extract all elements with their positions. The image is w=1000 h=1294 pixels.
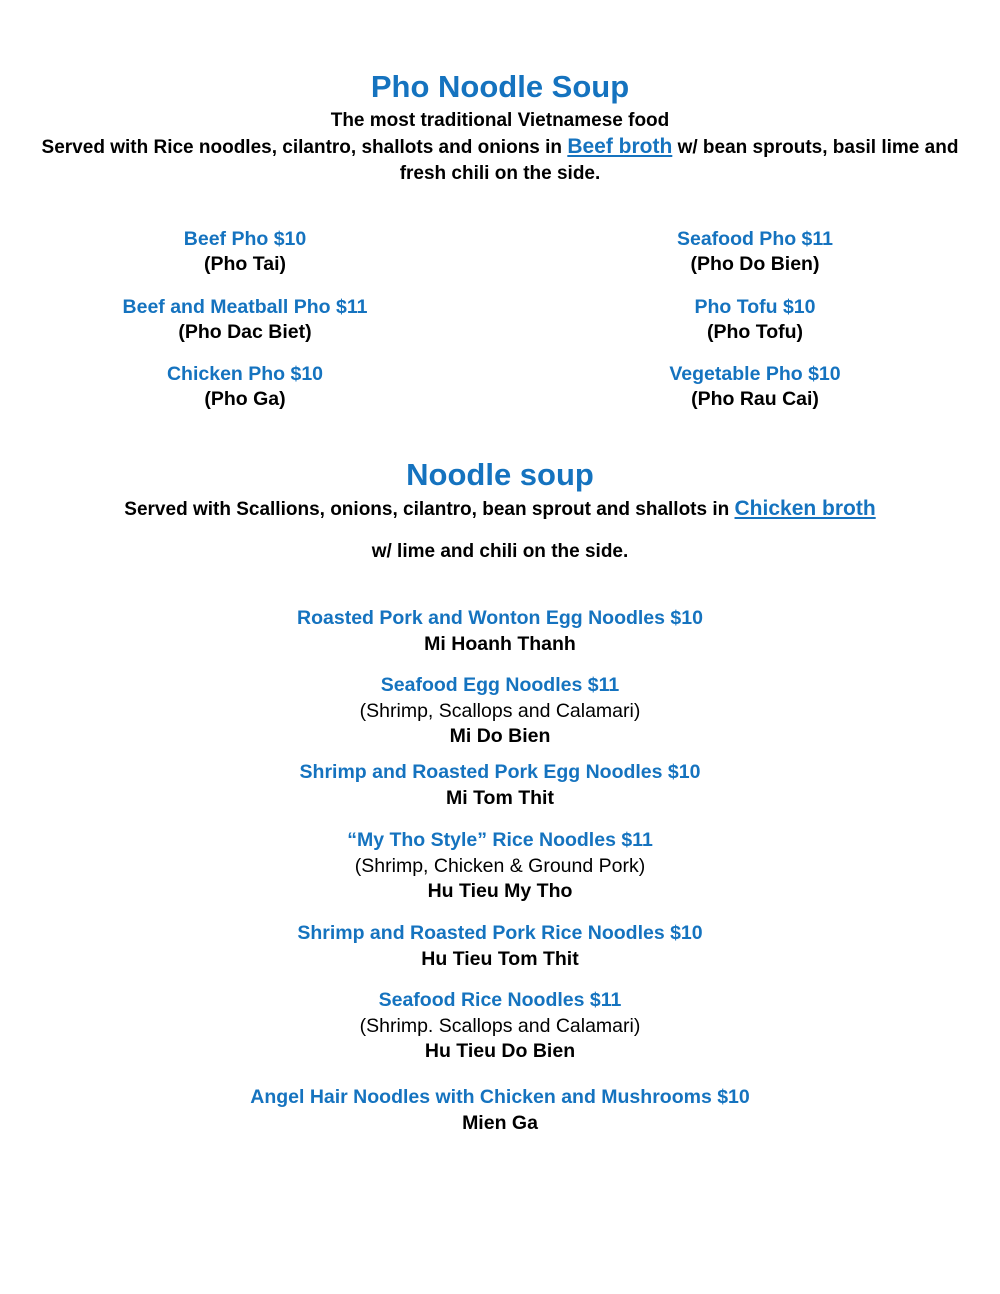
pho-subtitle: The most traditional Vietnamese food (330, 110, 670, 131)
menu-item-name: Shrimp and Roasted Pork Egg Noodles $10 (299, 761, 701, 783)
menu-item-vietnamese-name: Mi Do Bien (449, 725, 551, 747)
menu-item-vietnamese-name: Hu Tieu Tom Thit (421, 947, 579, 970)
menu-item-name: Seafood Rice Noodles $11 (378, 989, 622, 1011)
menu-item-name: Seafood Pho $11 (676, 228, 834, 250)
pho-desc-after: w/ bean sprouts, basil lime and fresh chili on the side. (399, 137, 959, 184)
menu-item (0, 1085, 1000, 1136)
menu-item-vietnamese-name: Mi Hoanh Thanh (424, 632, 576, 655)
menu-item (45, 362, 445, 430)
menu-item-vietnamese-name: (Pho Rau Cai) (691, 388, 819, 410)
beef-broth-link[interactable]: Beef broth (567, 135, 673, 158)
menu-item-description: (Shrimp, Scallops and Calamari) (359, 699, 641, 722)
pho-section-intro (20, 108, 980, 187)
menu-item-name: “My Tho Style” Rice Noodles $11 (347, 829, 653, 851)
menu-item-name: Vegetable Pho $10 (669, 363, 841, 385)
noodle-section-intro (0, 495, 1000, 523)
pho-desc-before: Served with Rice noodles, cilantro, shallots and onions in (41, 137, 568, 158)
noodle-desc-before: Served with Scallions, onions, cilantro, bean sprout and shallots in (124, 499, 735, 520)
menu-item (0, 760, 1000, 811)
menu-item (0, 828, 1000, 905)
menu-item (0, 673, 1000, 750)
noodle-section-title: Noodle soup (406, 457, 594, 492)
menu-item-vietnamese-name: Hu Tieu My Tho (427, 880, 573, 902)
menu-item-vietnamese-name: (Pho Do Bien) (690, 253, 820, 275)
menu-item-name: Seafood Egg Noodles $11 (380, 674, 620, 696)
menu-item-name: Shrimp and Roasted Pork Rice Noodles $10 (297, 922, 703, 944)
noodle-desc-line2: w/ lime and chili on the side. (371, 541, 629, 562)
menu-item (0, 988, 1000, 1065)
menu-item (555, 362, 955, 430)
menu-item-name: Pho Tofu $10 (694, 295, 816, 318)
pho-left-column (45, 227, 445, 430)
menu-item-vietnamese-name: (Pho Dac Biet) (178, 320, 312, 343)
pho-right-column (555, 227, 955, 430)
menu-item-description: (Shrimp. Scallops and Calamari) (359, 1014, 641, 1037)
menu-item-name: Beef Pho $10 (183, 228, 307, 250)
menu-item-vietnamese-name: (Pho Tai) (204, 253, 286, 275)
chicken-broth-link[interactable]: Chicken broth (734, 497, 876, 520)
menu-item-vietnamese-name: Mi Tom Thit (446, 786, 554, 809)
menu-item-vietnamese-name: (Pho Ga) (204, 388, 286, 410)
menu-item-vietnamese-name: Hu Tieu Do Bien (424, 1040, 576, 1062)
menu-item-description: (Shrimp, Chicken & Ground Pork) (354, 854, 646, 877)
menu-item-name: Roasted Pork and Wonton Egg Noodles $10 (297, 607, 703, 629)
pho-section-title: Pho Noodle Soup (370, 69, 630, 104)
menu-item-vietnamese-name: Mien Ga (462, 1111, 538, 1134)
menu-item (0, 606, 1000, 657)
menu-item-name: Angel Hair Noodles with Chicken and Mushrooms $10 (250, 1086, 750, 1108)
menu-item-vietnamese-name: (Pho Tofu) (706, 320, 803, 343)
menu-item (0, 921, 1000, 972)
menu-item-name: Chicken Pho $10 (166, 363, 324, 385)
menu-item (45, 227, 445, 295)
menu-item-name: Beef and Meatball Pho $11 (122, 295, 368, 318)
menu-item (45, 295, 445, 363)
menu-item (555, 227, 955, 295)
menu-item (555, 295, 955, 363)
